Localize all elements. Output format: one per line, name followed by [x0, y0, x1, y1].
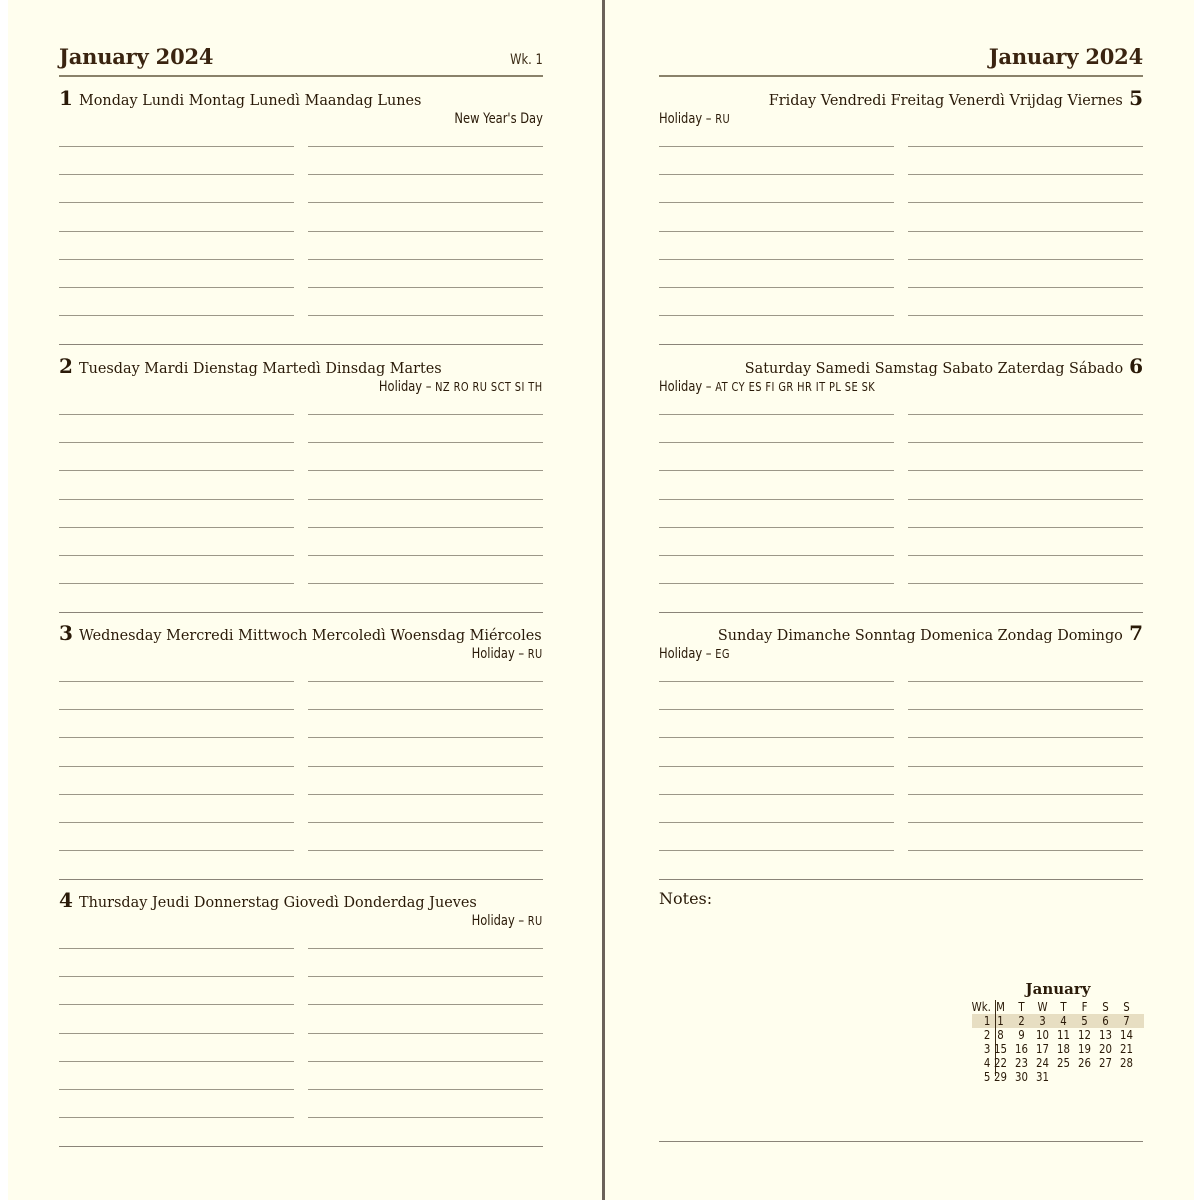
- day-names: Thursday Jeudi Donnerstag Giovedì Donderdag Jueves: [79, 893, 477, 911]
- writing-line: [308, 287, 543, 288]
- writing-line: [659, 583, 894, 584]
- mini-calendar-day: 31: [1036, 1070, 1049, 1084]
- writing-line: [908, 442, 1143, 443]
- mini-calendar-day: 13: [1099, 1028, 1112, 1042]
- holiday-note: [659, 111, 730, 127]
- day-end-rule: [59, 612, 543, 613]
- writing-line: [59, 527, 294, 528]
- writing-line: [659, 681, 894, 682]
- writing-line: [308, 976, 543, 977]
- writing-line: [308, 414, 543, 415]
- day-number: 6: [1129, 354, 1143, 378]
- writing-line: [659, 527, 894, 528]
- mini-calendar-day: 15: [994, 1042, 1007, 1056]
- holiday-note: [472, 646, 543, 662]
- writing-line: [908, 583, 1143, 584]
- writing-line: [59, 555, 294, 556]
- writing-line: [659, 231, 894, 232]
- mini-calendar-day: 6: [1102, 1014, 1109, 1028]
- mini-calendar-day: 11: [1057, 1028, 1070, 1042]
- mini-calendar-day: 27: [1099, 1056, 1112, 1070]
- writing-line: [308, 202, 543, 203]
- day-names: Saturday Samedi Samstag Sabato Zaterdag Sábado: [744, 359, 1123, 377]
- mini-calendar-weekday-header: T: [1060, 1000, 1067, 1014]
- writing-line: [59, 202, 294, 203]
- writing-line: [308, 315, 543, 316]
- writing-line: [659, 709, 894, 710]
- writing-line: [59, 146, 294, 147]
- day-number: 5: [1129, 86, 1143, 110]
- mini-calendar-day: 7: [1123, 1014, 1130, 1028]
- writing-line: [59, 822, 294, 823]
- holiday-country-codes: RU: [528, 914, 543, 928]
- writing-line: [659, 442, 894, 443]
- mini-calendar-day: 26: [1078, 1056, 1091, 1070]
- mini-calendar-weekday-header: T: [1018, 1000, 1025, 1014]
- writing-line: [59, 1004, 294, 1005]
- writing-line: [308, 1089, 543, 1090]
- day-number: 4: [59, 888, 73, 912]
- writing-line: [908, 850, 1143, 851]
- mini-calendar-day: 1: [997, 1014, 1004, 1028]
- mini-calendar-week-header: Wk.: [971, 1000, 991, 1014]
- day-names: Tuesday Mardi Dienstag Martedì Dinsdag Martes: [79, 359, 442, 377]
- writing-line: [659, 287, 894, 288]
- mini-calendar-day: 10: [1036, 1028, 1049, 1042]
- mini-calendar-day: 20: [1099, 1042, 1112, 1056]
- writing-line: [59, 976, 294, 977]
- writing-line: [308, 794, 543, 795]
- writing-line: [59, 681, 294, 682]
- writing-line: [659, 414, 894, 415]
- writing-line: [659, 202, 894, 203]
- mini-calendar-day: 30: [1015, 1070, 1028, 1084]
- writing-line: [308, 174, 543, 175]
- mini-calendar-title: January: [1025, 980, 1091, 998]
- mini-calendar-day: 29: [994, 1070, 1007, 1084]
- left-header-rule: [59, 75, 543, 77]
- notes-bottom-rule: [659, 1141, 1143, 1142]
- writing-line: [59, 1061, 294, 1062]
- writing-line: [59, 499, 294, 500]
- mini-calendar-day: 3: [1039, 1014, 1046, 1028]
- writing-line: [308, 709, 543, 710]
- writing-line: [59, 470, 294, 471]
- writing-line: [308, 1033, 543, 1034]
- writing-line: [659, 146, 894, 147]
- right-header-rule: [659, 75, 1143, 77]
- page-spine: [602, 0, 605, 1200]
- writing-line: [308, 470, 543, 471]
- writing-line: [59, 287, 294, 288]
- writing-line: [908, 202, 1143, 203]
- writing-line: [908, 822, 1143, 823]
- writing-line: [908, 146, 1143, 147]
- writing-line: [659, 470, 894, 471]
- writing-line: [659, 794, 894, 795]
- day-names: Monday Lundi Montag Lunedì Maandag Lunes: [79, 91, 422, 109]
- writing-line: [308, 822, 543, 823]
- writing-line: [59, 174, 294, 175]
- mini-calendar-day: 23: [1015, 1056, 1028, 1070]
- writing-line: [659, 737, 894, 738]
- holiday-note: [659, 646, 730, 662]
- writing-line: [59, 1117, 294, 1118]
- day-number: 3: [59, 621, 73, 645]
- writing-line: [308, 231, 543, 232]
- day-names: Sunday Dimanche Sonntag Domenica Zondag Domingo: [718, 626, 1123, 644]
- mini-calendar-day: 2: [1018, 1014, 1025, 1028]
- writing-line: [308, 442, 543, 443]
- holiday-note: [659, 379, 875, 395]
- day-number: 7: [1129, 621, 1143, 645]
- mini-calendar-day: 17: [1036, 1042, 1049, 1056]
- writing-line: [59, 414, 294, 415]
- mini-calendar-week-number: 5: [983, 1070, 991, 1084]
- writing-line: [59, 1089, 294, 1090]
- left-month-title: January 2024: [59, 44, 214, 69]
- writing-line: [659, 174, 894, 175]
- mini-calendar-weekday-header: M: [996, 1000, 1005, 1014]
- holiday-note: [472, 913, 543, 929]
- writing-line: [659, 822, 894, 823]
- day-number: 2: [59, 354, 73, 378]
- writing-line: [59, 259, 294, 260]
- holiday-name: New Year's Day: [454, 111, 543, 127]
- right-month-title: January 2024: [988, 44, 1143, 69]
- mini-calendar-day: 9: [1018, 1028, 1025, 1042]
- mini-calendar-day: 22: [994, 1056, 1007, 1070]
- writing-line: [308, 1117, 543, 1118]
- writing-line: [908, 315, 1143, 316]
- holiday-prefix: Holiday –: [659, 379, 716, 395]
- holiday-country-codes: AT CY ES FI GR HR IT PL SE SK: [715, 380, 876, 394]
- holiday-note: [379, 379, 543, 395]
- writing-line: [308, 527, 543, 528]
- holiday-prefix: Holiday –: [379, 379, 436, 395]
- writing-line: [308, 737, 543, 738]
- mini-calendar-day: 21: [1120, 1042, 1133, 1056]
- holiday-country-codes: RU: [715, 112, 731, 126]
- writing-line: [659, 850, 894, 851]
- writing-line: [308, 259, 543, 260]
- left-page: [8, 0, 602, 1200]
- writing-line: [659, 259, 894, 260]
- writing-line: [59, 231, 294, 232]
- writing-line: [908, 174, 1143, 175]
- writing-line: [59, 1033, 294, 1034]
- mini-calendar-week-number: 2: [983, 1028, 991, 1042]
- mini-calendar-weekday-header: S: [1123, 1000, 1130, 1014]
- mini-calendar-week-number: 3: [983, 1042, 991, 1056]
- writing-line: [908, 527, 1143, 528]
- mini-calendar-day: 24: [1036, 1056, 1049, 1070]
- notes-label: Notes:: [659, 889, 713, 908]
- writing-line: [908, 231, 1143, 232]
- writing-line: [908, 499, 1143, 500]
- writing-line: [59, 442, 294, 443]
- writing-line: [908, 709, 1143, 710]
- writing-line: [908, 470, 1143, 471]
- writing-line: [659, 766, 894, 767]
- writing-line: [659, 315, 894, 316]
- mini-calendar-weekday-header: W: [1037, 1000, 1048, 1014]
- mini-calendar-day: 25: [1057, 1056, 1070, 1070]
- writing-line: [308, 948, 543, 949]
- day-names: Friday Vendredi Freitag Venerdì Vrijdag Viernes: [768, 91, 1123, 109]
- writing-line: [308, 146, 543, 147]
- writing-line: [59, 948, 294, 949]
- writing-line: [908, 794, 1143, 795]
- mini-calendar-day: 14: [1120, 1028, 1133, 1042]
- holiday-country-codes: NZ RO RU SCT SI TH: [435, 380, 543, 394]
- day-end-rule: [659, 344, 1143, 345]
- mini-calendar-day: 4: [1060, 1014, 1067, 1028]
- mini-calendar-week-number: 1: [983, 1014, 991, 1028]
- writing-line: [59, 794, 294, 795]
- mini-calendar-day: 19: [1078, 1042, 1091, 1056]
- writing-line: [659, 499, 894, 500]
- writing-line: [908, 287, 1143, 288]
- mini-calendar-day: 16: [1015, 1042, 1028, 1056]
- writing-line: [308, 583, 543, 584]
- writing-line: [308, 1004, 543, 1005]
- holiday-prefix: Holiday –: [659, 111, 716, 127]
- writing-line: [59, 766, 294, 767]
- holiday-prefix: Holiday –: [471, 913, 529, 929]
- mini-calendar-week-number: 4: [983, 1056, 991, 1070]
- writing-line: [908, 414, 1143, 415]
- mini-calendar-day: 8: [997, 1028, 1004, 1042]
- writing-line: [308, 499, 543, 500]
- mini-calendar-day: 12: [1078, 1028, 1091, 1042]
- writing-line: [59, 709, 294, 710]
- mini-calendar-weekday-header: F: [1081, 1000, 1088, 1014]
- writing-line: [59, 737, 294, 738]
- writing-line: [659, 555, 894, 556]
- writing-line: [59, 583, 294, 584]
- mini-calendar-day: 5: [1081, 1014, 1088, 1028]
- day-end-rule: [59, 344, 543, 345]
- writing-line: [308, 555, 543, 556]
- writing-line: [308, 850, 543, 851]
- writing-line: [308, 1061, 543, 1062]
- holiday-prefix: Holiday –: [659, 646, 716, 662]
- day-end-rule: [659, 612, 1143, 613]
- week-label: Wk. 1: [510, 52, 543, 68]
- holiday-prefix: Holiday –: [471, 646, 529, 662]
- writing-line: [908, 555, 1143, 556]
- holiday-country-codes: EG: [715, 647, 730, 661]
- day-end-rule: [59, 1146, 543, 1147]
- writing-line: [908, 737, 1143, 738]
- writing-line: [59, 850, 294, 851]
- day-end-rule: [659, 879, 1143, 880]
- day-end-rule: [59, 879, 543, 880]
- mini-calendar-day: 18: [1057, 1042, 1070, 1056]
- mini-calendar-weekday-header: S: [1102, 1000, 1109, 1014]
- holiday-note: [455, 111, 543, 127]
- writing-line: [308, 766, 543, 767]
- writing-line: [908, 259, 1143, 260]
- mini-calendar-day: 28: [1120, 1056, 1133, 1070]
- writing-line: [908, 681, 1143, 682]
- day-number: 1: [59, 86, 73, 110]
- day-names: Wednesday Mercredi Mittwoch Mercoledì Woensdag Miércoles: [79, 626, 542, 644]
- writing-line: [908, 766, 1143, 767]
- writing-line: [59, 315, 294, 316]
- holiday-country-codes: RU: [528, 647, 543, 661]
- writing-line: [308, 681, 543, 682]
